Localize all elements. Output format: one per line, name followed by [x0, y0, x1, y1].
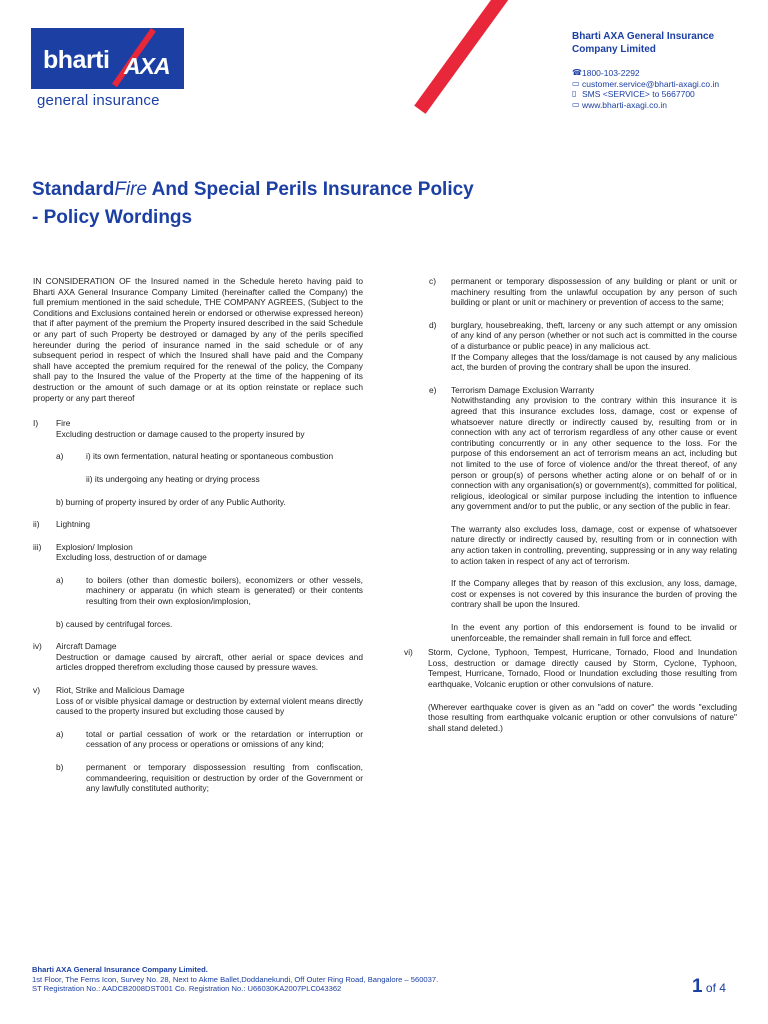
- section-v-d: d) burglary, housebreaking, theft, larceny or any such attempt or any omission of any kind of any person (whether or not such act is committed in the course of a disturbance or public peace) in any malicious act. If the Company alleges that the loss/damage is not caused by any malicious act, the burden of proving the contrary shall be upon the insured.: [429, 319, 737, 373]
- email-icon: ▭: [572, 78, 580, 88]
- section-iv-aircraft: iv) Aircraft Damage Destruction or damage caused by aircraft, other aerial or space devices and articles dropped therefrom excluding those caused by pressure waves.: [33, 641, 363, 673]
- right-column: [392, 276, 737, 733]
- web-icon: ▭: [572, 99, 580, 109]
- section-iii-a: a) to boilers (other than domestic boilers), economizers or other vessels, machinery or apparatu (in which steam is generated) or their contents resulting from their own explosion/implosion,: [56, 574, 363, 607]
- contact-list: [572, 68, 762, 110]
- footer-address: 1st Floor, The Ferns Icon, Survey No. 28, Next to Akme Ballet,Doddanekundi, Off Outer Ring Road, Bangalore – 560037.: [32, 974, 439, 984]
- page-total: of 4: [702, 981, 726, 995]
- page-current: 1: [692, 976, 703, 997]
- footer-company: Bharti AXA General Insurance Company Limited.: [32, 965, 208, 974]
- decorative-red-stripe: [414, 0, 531, 114]
- logo-tagline: general insurance: [37, 92, 160, 109]
- logo-bharti-text: bharti: [43, 46, 110, 74]
- section-i-b: b) burning of property insured by order of any Public Authority.: [56, 496, 286, 507]
- contact-sms: ▯ SMS <SERVICE> to 5667700: [572, 89, 695, 99]
- contact-email[interactable]: ▭ customer.service@bharti-axagi.co.in: [572, 78, 720, 89]
- section-i-fire: I) Fire Excluding destruction or damage caused to the property insured by: [33, 418, 305, 439]
- section-iii-explosion: iii) Explosion/ Implosion Excluding loss, destruction of or damage: [33, 541, 207, 563]
- logo-box: [31, 28, 184, 89]
- section-v-e-terrorism: e) Terrorism Damage Exclusion Warranty Notwithstanding any provision to the contrary within this insurance it is agreed that this insurance excludes loss, damage, cost or expense of whatsoever nature directly or indirectly caused by, resulting from or in connection with any act of terrorism regardless of any other cause or event contributing concurrently or in any other sequence to the loss. For the purpose of this endorsement an act of terrorism means an act, including but not limited to the use of force of violence and/or the threat thereof, of any person or group(s) of persons whether acting alone or on behalf of or in connection with any organisation(s) or government(s), committed for political, religious, ideological or similar purpose including the intention to influence any government and/or to put the public, or any section of the public in fear. The warranty also excludes loss, damage, cost or expense of whatsoever nature directly or indirectly caused by, resulting from or in connection with any action taken in controlling, preventing, suppressing or in any way relating to action taken in respect of any act of terrorism. If the Company alleges that by reason of this exclusion, any loss, damage, cost or expenses is not covered by this insurance the burden of proving the contrary shall be upon the Insured. In the event any portion of this endorsement is found to be invalid or unenforceable, the remainder shall remain in full force and effect.: [429, 384, 737, 643]
- section-vi-storm: vi) Storm, Cyclone, Typhoon, Tempest, Hurricane, Tornado, Flood and Inundation Loss, destruction or damage directly caused by Storm, Cyclone, Typhoon, Tempest, Hurricane, Tornado, Flood or Inundation excluding those resulting from earthquake, Volcanic eruption or other convulsions of nature. (Wherever earthquake cover is given as an "add on cover" the words "excluding those resulting from earthquake volcanic eruption or other convulsions of nature" shall stand deleted.): [404, 647, 737, 733]
- bharti-axa-logo: [31, 28, 184, 112]
- section-v-c: c) permanent or temporary dispossession of any building or plant or unit or machinery resulting from the unlawful occupation by any person of such building or plant or unit or machinery or prevention of access to the same;: [429, 276, 737, 308]
- section-v-riot: v) Riot, Strike and Malicious Damage Loss of or visible physical damage or destruction by external violent means directly caused to the property insured but excluding those caused by: [33, 685, 363, 717]
- contact-phone: ☎ 1800-103-2292: [572, 68, 640, 78]
- section-iii-b: b) caused by centrifugal forces.: [56, 618, 173, 629]
- company-name: Bharti AXA General Insurance Company Limited: [572, 31, 715, 55]
- section-v-a: a) total or partial cessation of work or the retardation or interruption or cessation of any process or operations or omissions of any kind;: [56, 728, 363, 750]
- left-column: [33, 276, 363, 794]
- contact-website[interactable]: ▭ www.bharti-axagi.co.in: [572, 99, 668, 110]
- mobile-icon: ▯: [572, 89, 577, 98]
- phone-icon: ☎: [572, 68, 582, 77]
- logo-axa-text: AXA: [124, 53, 170, 79]
- company-contact-block: [572, 30, 762, 110]
- section-i-a: a) i) its own fermentation, natural heating or spontaneous combustion ii) its undergoing any heating or drying process: [56, 451, 334, 484]
- page-number: [692, 976, 726, 998]
- page-title: StandardFire And Special Perils Insurance Policy - Policy Wordings: [32, 179, 474, 228]
- section-ii-lightning: ii) Lightning: [33, 519, 90, 530]
- footer-registration: ST Registration No.: AADCB2008DST001 Co. Registration No.: U66030KA2007PLC043362: [32, 984, 342, 993]
- page-footer: [32, 965, 592, 994]
- section-v-b: b) permanent or temporary dispossession resulting from confiscation, commandeering, requisition or destruction by order of the Government or any lawfully constituted authority;: [56, 762, 363, 794]
- intro-paragraph: IN CONSIDERATION OF the Insured named in the Schedule hereto having paid to Bharti AXA General Insurance Company Limited (hereinafter called the Company) the full premium mentioned in the said schedule, THE COMPANY AGREES, (Subject to the Conditions and Exclusions contained herein or endorsed or otherwise expressed hereon) that if after payment of the premium the Property insured described in the said Schedule or any part of such Property be destroyed or damaged by any of the perils specified hereunder during the period of insurance named in the said schedule or of any subsequent period in respect of which the Insured shall have paid and the Company shall have accepted the premium required for the renewal of the policy, the Company shall pay to the Insured the value of the Property at the time of the happening of its destruction or the amount of such damage or at its option reinstate or replace such property or any part thereof: [33, 276, 363, 403]
